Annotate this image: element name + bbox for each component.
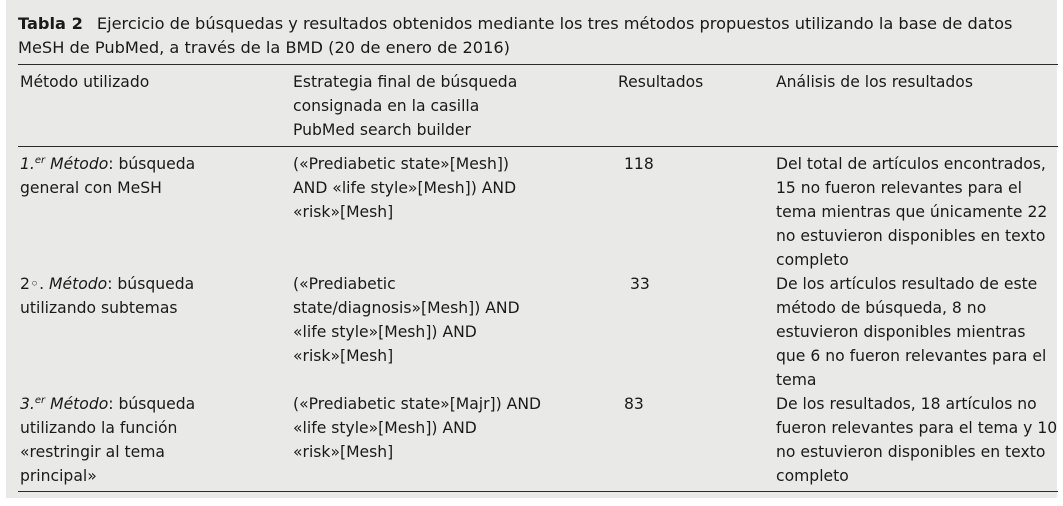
table-caption	[18, 12, 1058, 60]
table-panel	[6, 0, 1057, 498]
row-1-method-rest: : búsqueda general con MeSH	[20, 155, 196, 197]
row-1-method-prefix: 1.	[20, 155, 35, 173]
row-3-method-prefix: 3.	[20, 395, 35, 413]
row-3-method	[20, 392, 220, 488]
row-2-method-rest: : búsqueda utilizando subtemas	[20, 275, 195, 317]
row-1-method-italic: Método	[45, 155, 109, 173]
row-2-analysis: De los artículos resultado de este método de búsqueda, 8 no estuvieron disponibles mientras que 6 no fueron relevantes para el tema	[776, 275, 1047, 389]
header-analysis: Análisis de los resultados	[776, 73, 973, 91]
row-3-method-italic: Método	[45, 395, 109, 413]
header-results: Resultados	[618, 73, 704, 91]
row-2-strategy: («Prediabetic state/diagnosis»[Mesh]) AND «life style»[Mesh]) AND «risk»[Mesh]	[293, 275, 520, 365]
header-strategy: Estrategia final de búsqueda consignada en la casilla PubMed search builder	[293, 73, 518, 139]
table-label: Tabla 2	[18, 14, 83, 33]
row-2-method-italic: Método	[49, 275, 108, 293]
table-bottom-rule	[18, 491, 1058, 492]
table-top-rule	[18, 64, 1058, 65]
row-3-method-rest: : búsqueda utilizando la función «restringir al tema principal»	[20, 395, 196, 485]
row-2-method	[20, 272, 220, 320]
table-caption-text: Ejercicio de búsquedas y resultados obtenidos mediante los tres métodos propuestos utilizando la base de datos MeSH de PubMed, a través de la BMD (20 de enero de 2016)	[18, 14, 1013, 57]
row-3-analysis: De los resultados, 18 artículos no fueron relevantes para el tema y 10 no estuvieron disponibles en texto completo	[776, 395, 1058, 485]
row-3-method-sup: er	[34, 395, 46, 406]
header-method: Método utilizado	[20, 73, 150, 91]
row-1-analysis: Del total de artículos encontrados, 15 no fueron relevantes para el tema mientras que únicamente 22 no estuvieron disponibles en texto completo	[776, 155, 1048, 269]
row-3-strategy: («Prediabetic state»[Majr]) AND «life style»[Mesh]) AND «risk»[Mesh]	[293, 395, 542, 461]
table-header-rule	[18, 146, 1058, 147]
row-3-results: 83	[624, 395, 644, 413]
row-1-results: 118	[624, 155, 654, 173]
row-1-strategy: («Prediabetic state»[Mesh]) AND «life style»[Mesh]) AND «risk»[Mesh]	[293, 155, 517, 221]
row-1-method	[20, 152, 220, 200]
row-2-results: 33	[630, 275, 650, 293]
row-1-method-sup: er	[34, 155, 46, 166]
row-2-method-prefix: 2◦.	[20, 275, 50, 293]
